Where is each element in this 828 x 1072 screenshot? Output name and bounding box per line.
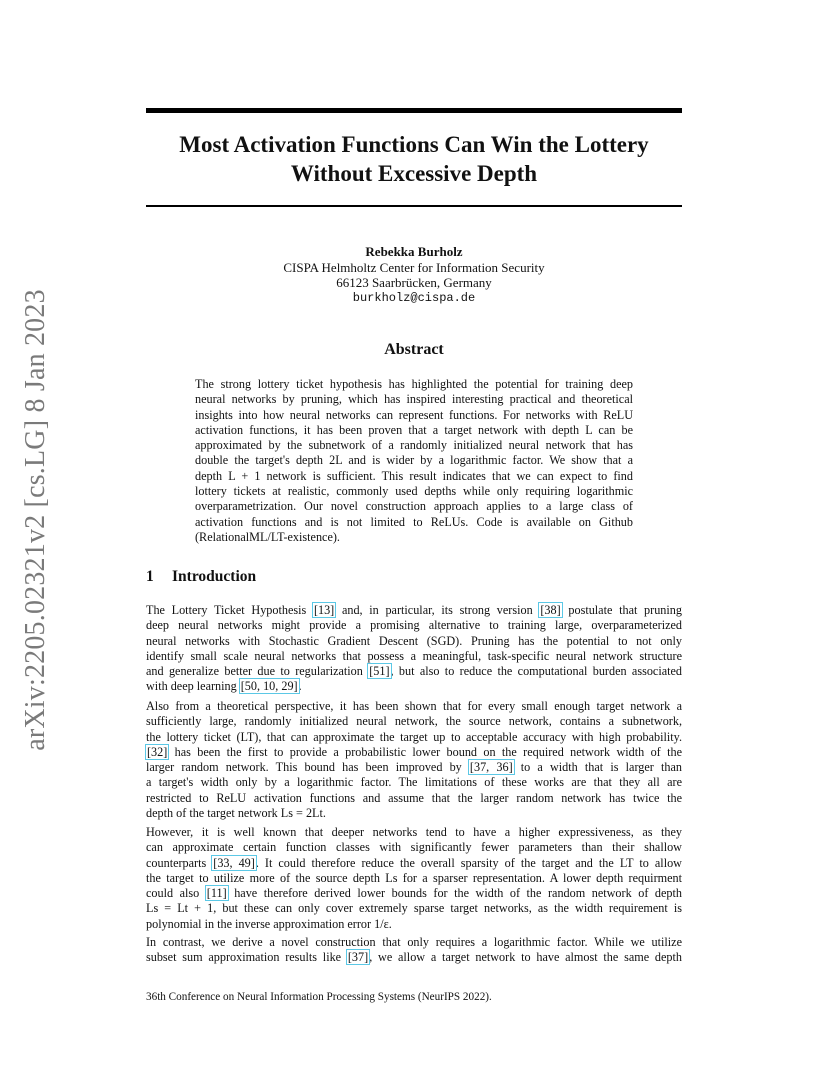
citation-link[interactable]: [33, 49] (213, 855, 255, 870)
text-line: Ls = Lt + 1, but these can only cover extremely sparse target networks, as the width requirement is (146, 901, 682, 916)
text-line: The Lottery Ticket Hypothesis [13] and, in particular, its strong version [38] postulate that pruning (146, 603, 682, 617)
text-line: However, it is well known that deeper networks tend to have a higher expressiveness, as they (146, 825, 682, 839)
paragraph-1 (146, 603, 682, 695)
abstract-line: activation functions, it has been proven that a target network with depth L can be (195, 422, 633, 437)
paragraph-2 (146, 699, 682, 821)
text-line: deep neural networks might provide a promising alternative to training large, overparameterized (146, 618, 682, 633)
author-block (146, 244, 682, 306)
abstract-line: double the target's depth 2L and is wider by a logarithmic factor. We show that a (195, 453, 633, 468)
abstract-line: insights into how neural networks can represent functions. For networks with ReLU (195, 407, 633, 422)
text-line: with deep learning [50, 10, 29]. (146, 679, 302, 694)
author-affiliation: CISPA Helmholtz Center for Information Security (283, 259, 545, 275)
text-line: polynomial in the inverse approximation error 1/ε. (146, 916, 392, 931)
abstract-line: activation functions and is not limited to ReLUs. Code is available on Github (195, 514, 633, 529)
abstract-line: The strong lottery ticket hypothesis has highlighted the potential for training deep (195, 377, 633, 391)
citation-link[interactable]: [37] (347, 950, 369, 965)
paragraph-4 (146, 935, 682, 966)
abstract-line: lottery tickets at realistic, commonly used depths while only requiring logarithmic (195, 484, 633, 499)
text-line: sufficiently large, randomly initialized neural network, the source network, contains a subnetwork, (146, 714, 682, 729)
conference-footer: 36th Conference on Neural Information Processing Systems (NeurIPS 2022). (146, 991, 492, 1003)
text-line: the lottery ticket (LT), that can approximate the target up to acceptable accuracy with high probability. (146, 729, 682, 744)
abstract-line: approximated by the subnetwork of a randomly initialized neural network that has (195, 438, 633, 453)
text-line: In contrast, we derive a novel construction that only requires a logarithmic factor. While we utilize (146, 935, 682, 949)
citation-link[interactable]: [51] (369, 664, 390, 679)
title-line: Without Excessive Depth (290, 161, 538, 186)
text-line: counterparts [33, 49]. It could therefore reduce the overall sparsity of the target and the LT to allow (146, 855, 682, 870)
text-line: can approximate certain function classes with significantly fewer parameters than their shallow (146, 840, 682, 855)
citation-link[interactable]: [11] (206, 886, 227, 901)
text-line: and generalize better due to regularization [51], but also to reduce the computational burden associated (146, 664, 683, 679)
section-heading (146, 568, 256, 586)
text-line: Also from a theoretical perspective, it has been shown that for every small enough target network a (146, 699, 682, 713)
title-rule-top (146, 108, 682, 113)
text-line: neural networks with Stochastic Gradient Descent (SGD). Pruning has the potential to not only (146, 633, 682, 648)
paper-title (146, 130, 682, 188)
text-line: a target's width only by a logarithmic factor. The limitations of these works are that they all are (146, 775, 682, 790)
author-email[interactable]: burkholz@cispa.de (352, 290, 476, 305)
section-number: 1 (146, 568, 154, 585)
abstract-text (195, 377, 633, 545)
title-line: Most Activation Functions Can Win the Lottery (179, 132, 649, 157)
citation-link[interactable]: [37, 36] (469, 760, 513, 775)
citation-link[interactable]: [32] (147, 744, 168, 759)
title-rule-bottom (146, 205, 682, 207)
text-line: subset sum approximation results like [37], we allow a target network to have almost the same depth (146, 950, 682, 965)
text-line: could also [11] have therefore derived lower bounds for the width of the random network of depth (146, 886, 682, 901)
abstract-heading: Abstract (384, 341, 444, 358)
abstract-line: neural networks by pruning, which has inspired interesting practical and theoretical (195, 392, 633, 407)
abstract-line: overparametrization. Our novel construction approach applies to a large class of (195, 499, 633, 514)
text-line: the target to utilize more of the source depth Ls for a sparser representation. A lower depth requirment (146, 870, 682, 885)
citation-link[interactable]: [13] (313, 603, 335, 617)
author-address: 66123 Saarbrücken, Germany (336, 275, 492, 290)
text-line: identify small scale neural networks that possess a meaningful, task-specific neural network structure (146, 648, 682, 663)
citation-link[interactable]: [38] (540, 603, 561, 617)
text-line: restricted to ReLU activation functions and assume that the larger random network has twice the (146, 790, 682, 805)
section-title: Introduction (172, 568, 257, 585)
abstract-line: depth L + 1 network is sufficient. This result indicates that we can expect to find (195, 468, 633, 483)
abstract-line-github-link[interactable]: (RelationalML/LT-existence). (195, 529, 340, 544)
text-line: larger random network. This bound has been improved by [37, 36] to a width that is larger than (146, 760, 682, 775)
paragraph-3 (146, 825, 682, 932)
arxiv-side-label: arXiv:2205.02321v2 [cs.LG] 8 Jan 2023 (20, 289, 51, 751)
citation-link[interactable]: [50, 10, 29] (240, 679, 298, 694)
text-line: depth of the target network Ls = 2Lt. (146, 806, 326, 821)
author-name: Rebekka Burholz (365, 244, 463, 259)
text-line: [32] has been the first to provide a probabilistic lower bound on the required network width of the (147, 744, 682, 759)
